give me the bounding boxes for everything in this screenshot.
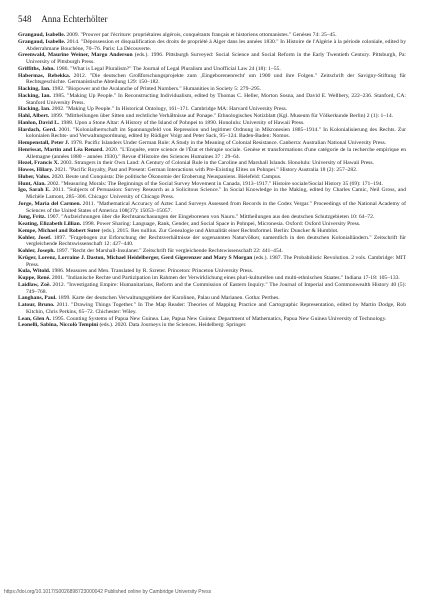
reference-authors: Greenwald, Maurine Weiner, Margo Anderson xyxy=(18,52,133,59)
reference-authors: Hahl, Albert. xyxy=(18,113,50,119)
reference-text: 2020. "L'Enquête, entre science de l'État et thérapie sociale. Genèse et transformations d'une catégorie de la recherche empirique en Allemagne (années 1880 – années 1930)." Revue d'Histoire des Sciences Humaines 37 : 29–64. xyxy=(26,146,406,160)
reference-text: 2012. "Investigating Empire: Humanitarians, Reform and the Commission of Eastern Inquiry." The Journal of Imperial and Commonwealth History 40 (5): 749–768. xyxy=(26,281,407,295)
reference-text: 2001. "Kolonialherrschaft im Spannungsfeld von Repression und legitimer Ordnung in Mikronesien 1885–1914." In Kolonialisierung des Rechts. Zur kolonialen Rechts- und Verwaltungsordnung, edited by Rüdiger Voigt and Peter Sack, 95–124. Baden-Baden: Nomos. xyxy=(26,126,407,140)
reference-text: 1907. "Aufzeichnungen über die Rechtsanschauungen der Eingeborenen von Nauru." Mittheilungen aus den deutschen Schutzgebieten 10: 64–72. xyxy=(45,214,375,221)
reference-text: 2014. "Dépossession et disqualification des droits de propriété à Alger dans les années 1830." In Histoire de l'Algérie à la période coloniale, edited by Abderrahmane Bouchène, 70–76. Paris: La Découverte. xyxy=(26,38,406,52)
reference-authors: Hacking, Ian. xyxy=(18,106,51,113)
reference-text: 1986. Measures and Men. Translated by R. Szreter. Princeton: Princeton University Press. xyxy=(50,268,254,275)
reference-text: (eds.). 1987. The Probabilistic Revolution. 2 vols. Cambridge: MIT Press. xyxy=(26,254,407,268)
reference-text: 1986. "What is Legal Pluralism?" The Journal of Legal Pluralism and Unofficial Law 24 (18): 1–55. xyxy=(54,65,281,72)
reference-text: 2003. Strangers in their Own Land: A Century of Colonial Rule in the Caroline and Marshall Islands. Honolulu: University of Hawaii Press. xyxy=(59,160,374,167)
reference-list xyxy=(18,32,406,329)
reference-entry xyxy=(18,120,406,127)
reference-text: 1988. Upon a Stone Altar: A History of the Island of Pohnpei to 1890. Honolulu: University of Hawaii Press. xyxy=(59,119,305,126)
reference-text: 1985. "Making Up People." In Reconstructing Individualism, edited by Thomas C. Heller, Morton Sosna, and David E. Wellbery, 222–236. Stanford, CA: Stanford University Press. xyxy=(26,92,406,106)
reference-entry xyxy=(18,147,406,161)
reference-entry xyxy=(18,282,406,296)
reference-authors: Kempe, Michael and Robert Suter xyxy=(18,227,101,234)
reference-text: 1982. "Biopower and the Avalanche of Printed Numbers." Humanities in Society 5: 279–295. xyxy=(50,86,261,92)
reference-authors: Hunt, Alan. xyxy=(18,180,46,187)
reference-text: 2002. "Making Up People." In Historical Ontology, 161–171. Cambridge MA: Harvard University Press. xyxy=(50,106,288,113)
reference-authors: Hardach, Gerd. xyxy=(18,126,57,133)
reference-text: 2011. "Subjects of Persuasion: Survey Research as a Solicitous Science." In Social Knowledge in the Making, edited by Charles Camic, Neil Gross, and Michèle Lamont, 285–306. Chicago: University of Chicago Press. xyxy=(26,187,406,200)
reference-entry xyxy=(18,140,406,147)
reference-text: 2011. "Mathematical Accuracy of Aztec Land Surveys Assessed from Records in the Codex Vergar." Proceedings of the National Academy of Sciences of the United States of America 108(37): 15053–15057. xyxy=(26,200,406,214)
reference-text: 2009. "Prouver par l'écriture: propriétaires algérois, conquérants français et historiens ottomanistes." Genèses 74: 25–45. xyxy=(65,32,337,38)
reference-authors: Hezel, Francis X. xyxy=(18,160,60,167)
reference-text: 2012. "Die deutschen Großforschungsprojekte zum ‚Eingeborenenrecht' um 1900 und ihre Folgen." Zeitschrift der Savigny-Stiftung für Rechtsgeschichte. Germanistische Abteilung 129: 150–182. xyxy=(26,72,406,86)
reference-entry xyxy=(18,268,406,275)
reference-authors: Kohler, Joseph. xyxy=(18,248,55,254)
reference-authors: Laidlaw, Zoë. xyxy=(18,281,51,288)
reference-authors: Habermas, Rebekka. xyxy=(18,72,71,79)
reference-text: 2001. "Indianische Rechte und Partizipation im Rahmen der Verwirklichung eines pluri-kulturellen und multi-ethnischen Staates." Indiana 17-18: 105–133. xyxy=(50,275,400,281)
reference-authors: Hempenstall, Peter J. xyxy=(18,140,70,146)
reference-authors: Jorge, Maria del Carmen. xyxy=(18,200,81,207)
page-number: 548 xyxy=(18,14,32,24)
running-header xyxy=(18,13,404,25)
reference-entry xyxy=(18,275,406,282)
reference-authors: Griffiths, John. xyxy=(18,65,55,72)
reference-authors: Jung, Fritz. xyxy=(18,214,46,221)
reference-authors: Grangaud, Isabelle. xyxy=(18,38,66,45)
reference-authors: Kuppe, René. xyxy=(18,275,51,281)
reference-entry xyxy=(18,235,406,249)
reference-authors: Leonelli, Sabina, Niccolò Tempini xyxy=(18,322,99,329)
reference-authors: Huber, Valus. xyxy=(18,173,51,180)
reference-authors: Kula, Witold. xyxy=(18,268,51,275)
reference-text: (eds.). 2020. Data Journeys in the Sciences. Heidelberg: Springer. xyxy=(98,322,247,329)
reference-entry xyxy=(18,167,406,174)
reference-authors: Latour, Bruno. xyxy=(18,302,55,308)
reference-authors: Keating, Elizabeth Lillian. xyxy=(18,221,82,227)
reference-text: 2020. Beute und Conquista: Die politische Ökonomie der Eroberung Neuspaniens. Bielefeld: Campus. xyxy=(50,173,282,180)
reference-authors: Hacking, Ian. xyxy=(18,86,51,92)
reference-authors: Langhans, Paul. xyxy=(18,295,57,302)
reference-entry xyxy=(18,255,406,269)
reference-entry xyxy=(18,221,406,228)
header-author: Anna Echterhölter xyxy=(41,14,108,24)
reference-text: 2002. "Measuring Morals: The Beginnings of the Social Survey Movement in Canada, 1913–1917." Histoire sociale/Social History 35 (69): 171–194. xyxy=(45,180,383,187)
reference-text: 1978. Pacific Islanders Under German Rule: A Study in the Meaning of Colonial Resistance. Canberra: Australian National University Press. xyxy=(69,140,387,146)
reference-entry xyxy=(18,322,406,329)
reference-text: 1899. Karte der deutschen Verwaltungsgebiete der Karolinen, Palau und Marianen. Gotha: Perthes. xyxy=(56,295,280,302)
reference-entry xyxy=(18,302,406,316)
reference-entry xyxy=(18,201,406,215)
reference-authors: Hacking, Ian. xyxy=(18,92,51,99)
reference-entry xyxy=(18,93,406,107)
reference-entry xyxy=(18,160,406,167)
reference-entry xyxy=(18,295,406,302)
reference-entry xyxy=(18,39,406,53)
reference-text: 1899. "Mittheilungen über Sitten und rechtliche Verhältnisse auf Ponape." Ethnologisches Notizblatt (Kgl. Museum für Völkerkunde Berlin) 2 (1): 1–14. xyxy=(49,113,394,119)
reference-entry xyxy=(18,174,406,181)
reference-text: 1995. Counting Systems of Papua New Guinea. Lae, Papua New Guinea: Department of Mathematics, Papua New Guinea University of Technology. xyxy=(50,315,387,322)
reference-authors: Kohler, Josef. xyxy=(18,234,52,241)
reference-text: (eds.). 1996. Pittsburgh Surveyed: Social Science and Social Reform in the Early Twentieth Century. Pittsburgh, Pa: University of Pittsburgh Press. xyxy=(26,52,406,65)
reference-text: (eds.). 2015. Res nullius. Zur Genealogie und Aktualität einer Rechtsformel. Berlin: Duncker & Humblot. xyxy=(100,227,339,234)
footer-doi[interactable]: https://doi.org/10.1017/S0026898723000042 Published online by Cambridge University Press xyxy=(4,589,212,595)
reference-authors: Henrissat, Martin and Léa Renard. xyxy=(18,146,104,153)
reference-text: 1897. "Recht der Marshall-Insulaner." Zeitschrift für vergleichende Rechtswissenschaft 22: 441–454. xyxy=(54,248,283,254)
reference-entry xyxy=(18,127,406,141)
reference-text: 1998. Power Sharing: Language, Rank, Gender, and Social Space in Pohnpei, Micronesia. Oxford: Oxford University Press. xyxy=(81,221,361,227)
reference-authors: Krüger, Lorenz, Lorraine J. Daston, Michael Heidelberger, Gerd Gigerenzer and Mary S Morgan xyxy=(18,254,253,261)
reference-authors: Hanlon, David L. xyxy=(18,119,60,126)
reference-text: 1897. "Fragebogen zur Erforschung der Rechtsverhältnisse der sogenannten Naturvölker, namentlich in den deutschen Kolonialländern." Zeitschrift für vergleichende Rechtswissenschaft 12: 427–440. xyxy=(26,234,407,248)
reference-entry xyxy=(18,113,406,120)
reference-entry xyxy=(18,228,406,235)
reference-entry xyxy=(18,214,406,221)
reference-entry xyxy=(18,106,406,113)
reference-authors: Lean, Glen A. xyxy=(18,315,51,322)
reference-authors: Howes, Hilary. xyxy=(18,167,54,173)
reference-entry xyxy=(18,52,406,66)
reference-entry xyxy=(18,73,406,87)
reference-authors: Igo, Sarah E. xyxy=(18,187,51,194)
reference-entry xyxy=(18,66,406,73)
reference-text: 2011. "Drawing Things Together." In The Map Reader: Theories of Mapping Practice and Cartographic Representation, edited by Martin Dodge, Rob Kitchin, Chris Perkins, 65–72. Chichester: Wiley. xyxy=(26,302,406,315)
reference-entry xyxy=(18,32,406,39)
reference-authors: Grangaud, Isabelle. xyxy=(18,32,66,38)
reference-entry xyxy=(18,86,406,93)
reference-entry xyxy=(18,248,406,255)
reference-text: 2021. "Pacific Royalty, Past and Present: German Interactions with Pre-Existing Elites on Pohnpei." History Australia 18 (2): 257–282. xyxy=(53,167,358,173)
reference-entry xyxy=(18,187,406,201)
